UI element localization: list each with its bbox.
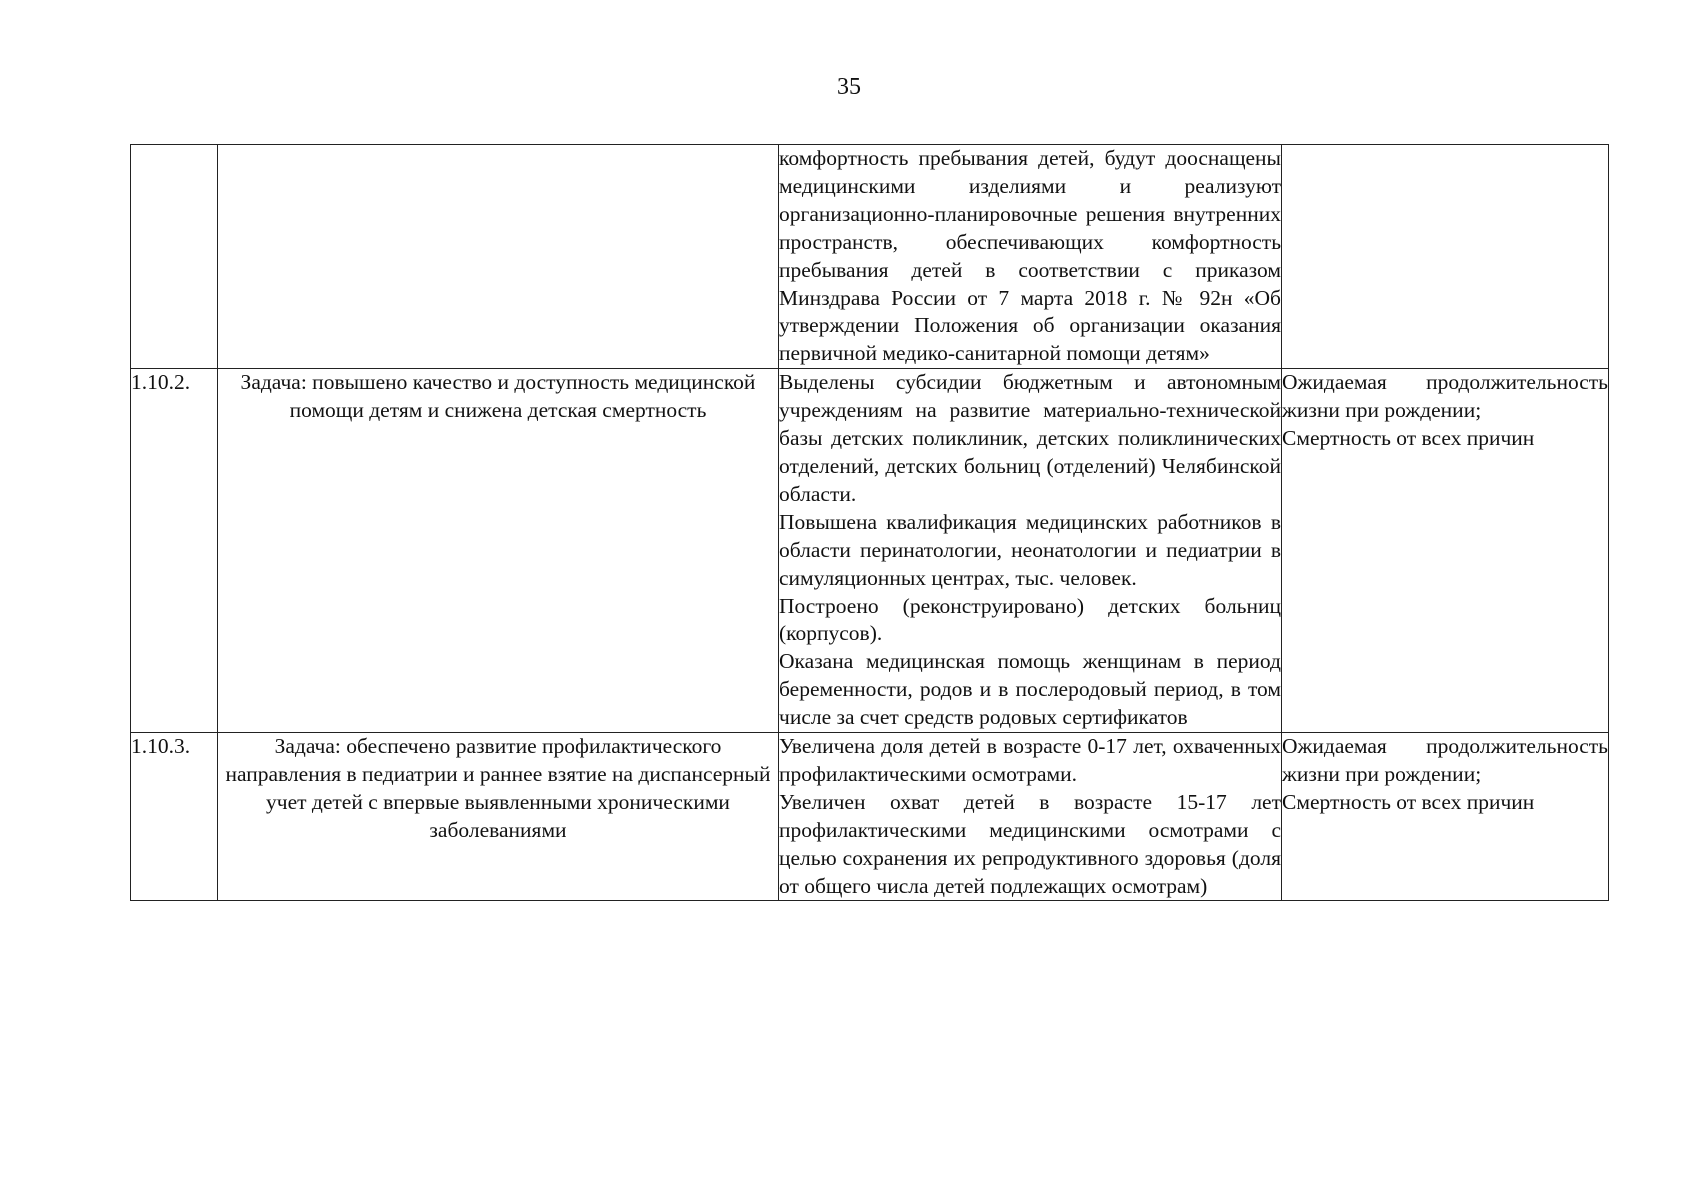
indicator-line: Ожидаемая продолжительность жизни при рождении; <box>1282 370 1608 423</box>
table-row <box>131 369 1609 733</box>
task-text: Задача: обеспечено развитие профилактического направления в педиатрии и раннее взятие на диспансерный учет детей с впервые выявленными хроническими заболеваниями <box>218 733 779 901</box>
result-paragraph: Увеличена доля детей в возрасте 0-17 лет, охваченных профилактическими осмотрами. <box>779 734 1281 786</box>
result-paragraph: Увеличен охват детей в возрасте 15-17 лет профилактическими медицинскими осмотрами с целью сохранения их репродуктивного здоровья (доля от общего числа детей подлежащих осмотрам) <box>779 789 1281 898</box>
result-paragraph: Повышена квалификация медицинских работников в области перинатологии, неонатологии и педиатрии в симуляционных центрах, тыс. человек. <box>779 509 1281 590</box>
result-cell <box>779 369 1282 733</box>
table-row <box>131 145 1609 369</box>
row-number: 1.10.3. <box>131 733 218 901</box>
activities-table <box>130 144 1609 901</box>
row-number <box>131 145 218 369</box>
indicator-cell <box>1282 369 1609 733</box>
task-text <box>218 145 779 369</box>
result-paragraph: Оказана медицинская помощь женщинам в период беременности, родов и в послеродовый период, в том числе за счет средств родовых сертификатов <box>779 649 1281 730</box>
result-paragraph: Выделены субсидии бюджетным и автономным учреждениям на развитие материально-технической базы детских поликлиник, детских поликлинических отделений, детских больниц (отделений) Челябинской области. <box>779 370 1281 506</box>
result-paragraph: Построено (реконструировано) детских больниц (корпусов). <box>779 593 1281 646</box>
table-row <box>131 733 1609 901</box>
task-text: Задача: повышено качество и доступность медицинской помощи детям и снижена детская смертность <box>218 369 779 733</box>
indicator-line: Смертность от всех причин <box>1282 426 1535 451</box>
result-paragraph: комфортность пребывания детей, будут дооснащены медицинскими изделиями и реализуют организационно-планировочные решения внутренних пространств, обеспечивающих комфортность пребывания детей в соответствии с приказом Минздрава России от 7 марта 2018 г. № 92н «Об утверждении Положения об организации оказания первичной медико-санитарной помощи детям» <box>779 146 1281 366</box>
result-cell <box>779 145 1282 369</box>
indicator-line: Ожидаемая продолжительность жизни при рождении; <box>1282 734 1608 786</box>
indicator-line: Смертность от всех причин <box>1282 789 1535 814</box>
indicator-cell <box>1282 145 1609 369</box>
result-cell <box>779 733 1282 901</box>
page-number: 35 <box>837 74 861 100</box>
indicator-cell <box>1282 733 1609 901</box>
row-number: 1.10.2. <box>131 369 218 733</box>
